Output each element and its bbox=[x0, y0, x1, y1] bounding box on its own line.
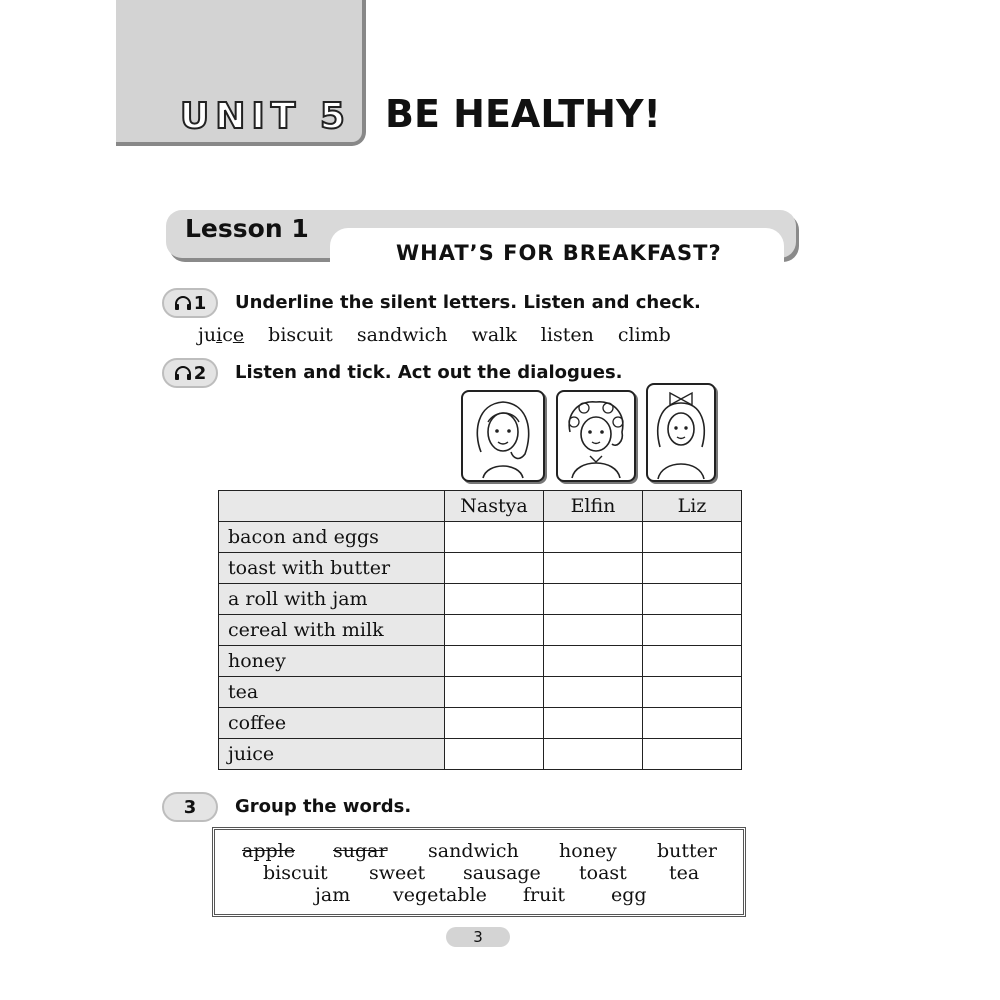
tick-cell[interactable] bbox=[544, 584, 643, 615]
tick-cell[interactable] bbox=[544, 646, 643, 677]
word-item: toast bbox=[579, 862, 627, 884]
table-header-blank bbox=[219, 491, 445, 522]
girl-with-bow-portrait bbox=[646, 383, 716, 482]
word-item: walk bbox=[471, 324, 517, 346]
word-item: sausage bbox=[463, 862, 541, 884]
tick-cell[interactable] bbox=[544, 553, 643, 584]
word-item: sweet bbox=[369, 862, 426, 884]
table-row bbox=[219, 522, 742, 553]
tick-cell[interactable] bbox=[445, 522, 544, 553]
row-label: juice bbox=[219, 739, 445, 770]
word-item: tea bbox=[669, 862, 700, 884]
word-item: listen bbox=[540, 324, 594, 346]
row-label: tea bbox=[219, 677, 445, 708]
tick-cell[interactable] bbox=[643, 708, 742, 739]
lesson-label: Lesson 1 bbox=[185, 214, 309, 243]
word-item: sandwich bbox=[356, 324, 448, 346]
headphones-icon bbox=[174, 365, 192, 381]
word-item: egg bbox=[611, 884, 647, 906]
tick-cell[interactable] bbox=[544, 615, 643, 646]
row-label: a roll with jam bbox=[219, 584, 445, 615]
lesson-title: WHAT’S FOR BREAKFAST? bbox=[396, 241, 722, 265]
unit-title: BE HEALTHY! bbox=[385, 92, 661, 136]
table-row bbox=[219, 646, 742, 677]
table-row bbox=[219, 677, 742, 708]
girl-curly-hair-icon bbox=[558, 392, 634, 480]
row-label: cereal with milk bbox=[219, 615, 445, 646]
tick-cell[interactable] bbox=[643, 615, 742, 646]
girl-curly-hair-portrait bbox=[556, 390, 636, 482]
unit-label: UNIT 5 bbox=[180, 96, 351, 137]
tick-cell[interactable] bbox=[643, 739, 742, 770]
column-header: Liz bbox=[643, 491, 742, 522]
word-item: sandwich bbox=[428, 840, 519, 862]
tick-cell[interactable] bbox=[445, 584, 544, 615]
tick-cell[interactable] bbox=[544, 708, 643, 739]
word-item: climb bbox=[617, 324, 671, 346]
tick-cell[interactable] bbox=[445, 677, 544, 708]
tick-cell[interactable] bbox=[544, 739, 643, 770]
exercise-2-number: 2 bbox=[193, 362, 207, 384]
exercise-1-badge bbox=[162, 288, 218, 318]
girl-long-hair-portrait bbox=[461, 390, 545, 482]
table-row bbox=[219, 708, 742, 739]
table-row bbox=[219, 584, 742, 615]
tick-cell[interactable] bbox=[643, 553, 742, 584]
tick-cell[interactable] bbox=[445, 553, 544, 584]
word-item: honey bbox=[559, 840, 617, 862]
exercise-3-number: 3 bbox=[183, 796, 197, 818]
tick-cell[interactable] bbox=[643, 584, 742, 615]
tick-cell[interactable] bbox=[544, 522, 643, 553]
row-label: coffee bbox=[219, 708, 445, 739]
exercise-1-number: 1 bbox=[193, 292, 207, 314]
exercise-3-badge bbox=[162, 792, 218, 822]
tick-cell[interactable] bbox=[445, 708, 544, 739]
tick-cell[interactable] bbox=[445, 646, 544, 677]
girl-long-hair-icon bbox=[463, 392, 543, 480]
table-header-row bbox=[219, 491, 742, 522]
headphones-icon bbox=[174, 295, 192, 311]
tick-table bbox=[218, 490, 742, 770]
row-label: toast with butter bbox=[219, 553, 445, 584]
exercise-1-word-line bbox=[198, 324, 689, 346]
column-header: Elfin bbox=[544, 491, 643, 522]
exercise-2-badge bbox=[162, 358, 218, 388]
word-item: biscuit bbox=[263, 862, 328, 884]
exercise-2-instruction: Listen and tick. Act out the dialogues. bbox=[235, 362, 623, 383]
column-header: Nastya bbox=[445, 491, 544, 522]
word-item: biscuit bbox=[268, 324, 333, 346]
table-row bbox=[219, 615, 742, 646]
row-label: honey bbox=[219, 646, 445, 677]
row-label: bacon and eggs bbox=[219, 522, 445, 553]
tick-cell[interactable] bbox=[445, 739, 544, 770]
word-juice: juice bbox=[198, 324, 245, 346]
word-item: vegetable bbox=[393, 884, 487, 906]
word-item: jam bbox=[315, 884, 351, 906]
tick-cell[interactable] bbox=[643, 677, 742, 708]
tick-cell[interactable] bbox=[445, 615, 544, 646]
word-crossed: sugar bbox=[333, 840, 388, 862]
table-row bbox=[219, 739, 742, 770]
exercise-1-instruction: Underline the silent letters. Listen and check. bbox=[235, 292, 701, 313]
girl-with-bow-icon bbox=[648, 385, 714, 480]
word-crossed: apple bbox=[242, 840, 295, 862]
word-box bbox=[212, 827, 746, 917]
tick-cell[interactable] bbox=[643, 522, 742, 553]
word-item: fruit bbox=[523, 884, 566, 906]
exercise-3-instruction: Group the words. bbox=[235, 796, 412, 817]
tick-cell[interactable] bbox=[643, 646, 742, 677]
tick-cell[interactable] bbox=[544, 677, 643, 708]
table-row bbox=[219, 553, 742, 584]
page-number: 3 bbox=[446, 927, 510, 947]
word-item: butter bbox=[657, 840, 717, 862]
